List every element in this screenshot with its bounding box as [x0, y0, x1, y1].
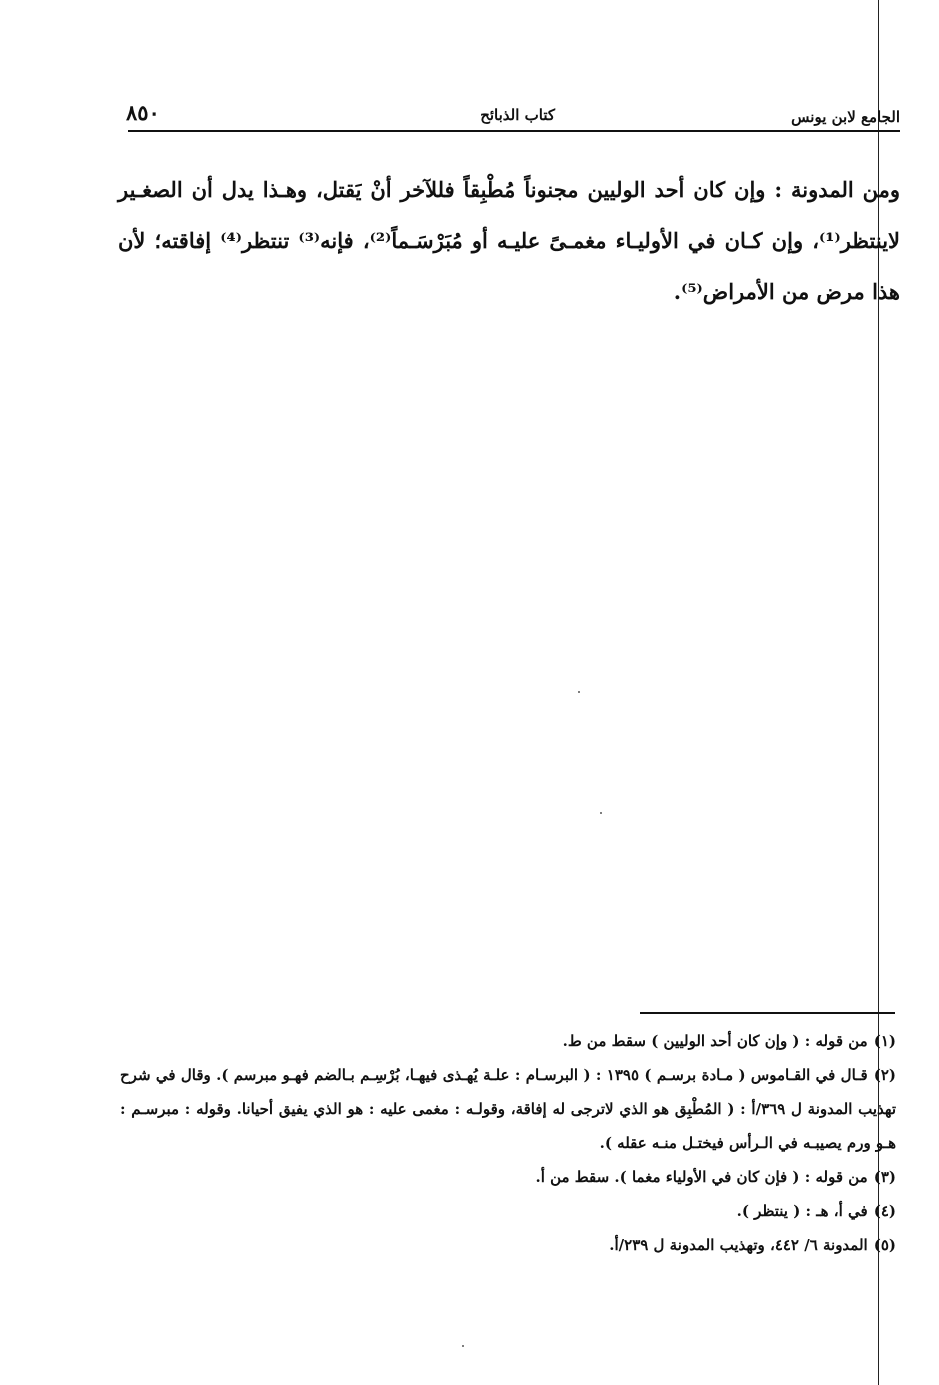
- footnote-separator: [640, 1012, 895, 1014]
- footnote-1: [120, 1024, 896, 1058]
- footnotes: [120, 1024, 896, 1262]
- footnote-2: [120, 1058, 896, 1160]
- footnote-number: (١): [873, 1032, 896, 1050]
- running-title-book: الجامع لابن يونس: [791, 108, 900, 126]
- running-title-chapter: كتاب الذبائح: [480, 106, 555, 124]
- footnote-text: في أ، هـ : ( ينتظر ).: [736, 1202, 868, 1220]
- page-number: ٨٥٠: [126, 100, 160, 125]
- footnote-text: قـال في القـاموس ( مـادة برسـم ) ١٣٩٥ : ( البرسـام : علـة يُهـذى فيهـا، بُرْسِـم بـالضم فهـو مبرسم ). وقال في شرح تهذيب المدونة ل ٣٦٩/أ : ( المُطْبِق هو الذي لاترجى له إفاقة، وقولـه : مغمى عليه : هو الذي يفيق أحيانا. وقوله : مبرسـم : هـو ورم يصيبـه في الـرأس فيختـل منـه عقله ).: [120, 1066, 896, 1152]
- footnote-number: (٣): [873, 1168, 896, 1186]
- footnote-5: [120, 1228, 896, 1262]
- footnote-text: المدونة ٦/ ٤٤٢، وتهذيب المدونة ل ٢٣٩/أ.: [609, 1236, 868, 1254]
- footnote-text: من قوله : ( وإن كان أحد الوليين ) سقط من ط.: [562, 1032, 868, 1050]
- header-rule: [128, 130, 900, 132]
- scan-speck: [462, 1345, 464, 1347]
- footnote-number: (٥): [873, 1236, 896, 1254]
- footnote-number: (٢): [873, 1066, 896, 1084]
- footnote-text: من قوله : ( فإن كان في الأولياء مغما ). سقط من أ.: [535, 1168, 868, 1186]
- footnote-number: (٤): [873, 1202, 896, 1220]
- footnote-4: [120, 1194, 896, 1228]
- main-paragraph: ومن المدونة : وإن كان أحد الوليين مجنوناً مُطْبِقاً فللآخر أنْ يَقتل، وهـذا يدل أن الصغـير لاينتظر⁽¹⁾، وإن كـان في الأوليـاء مغمـىً عليـه أو مُبَرْسَـماً⁽²⁾، فإنه⁽³⁾ تنتظر⁽⁴⁾ إفاقته؛ لأن هذا مرض من الأمراض⁽⁵⁾.: [118, 177, 901, 304]
- scan-speck: [578, 691, 580, 693]
- footnote-3: [120, 1160, 896, 1194]
- scan-speck: [600, 812, 602, 814]
- page-header: [126, 100, 900, 132]
